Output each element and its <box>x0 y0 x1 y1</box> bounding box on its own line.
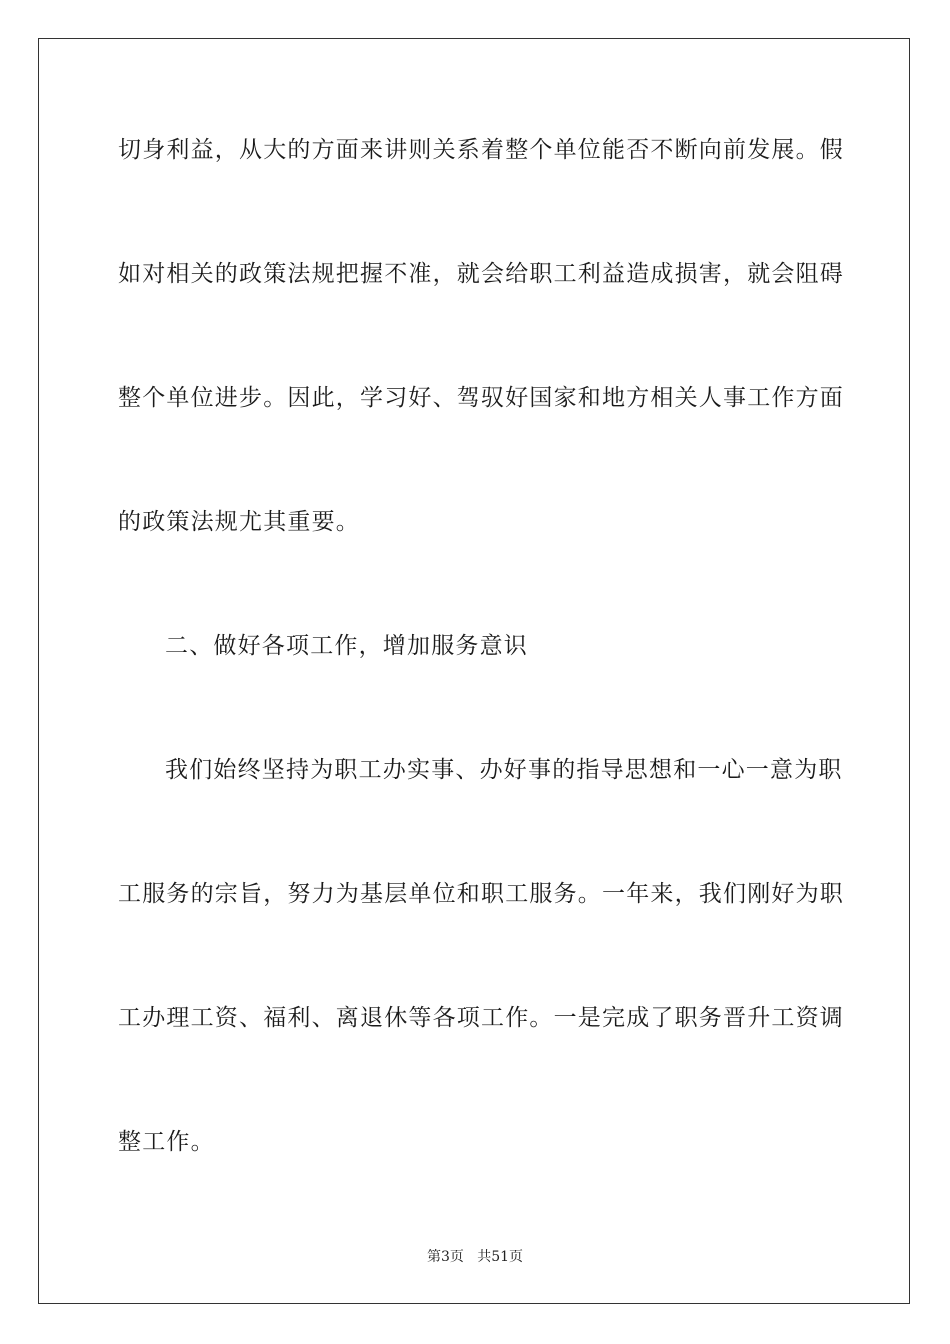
paragraph-line: 的政策法规尤其重要。 <box>118 509 360 535</box>
paragraph-line: 切身利益，从大的方面来讲则关系着整个单位能否不断向前发展。假 <box>118 137 844 163</box>
paragraph-line: 整个单位进步。因此，学习好、驾驭好国家和地方相关人事工作方面 <box>118 385 844 411</box>
paragraph-line: 我们始终坚持为职工办实事、办好事的指导思想和一心一意为职 <box>165 757 843 783</box>
section-heading: 二、做好各项工作，增加服务意识 <box>165 633 528 659</box>
paragraph-line: 整工作。 <box>118 1129 215 1155</box>
paragraph-line: 工办理工资、福利、离退休等各项工作。一是完成了职务晋升工资调 <box>118 1005 844 1031</box>
page-frame <box>38 38 910 1304</box>
page-footer: 第3页 共51页 <box>426 1249 524 1265</box>
paragraph-line: 如对相关的政策法规把握不准，就会给职工利益造成损害，就会阻碍 <box>118 261 844 287</box>
paragraph-line: 工服务的宗旨，努力为基层单位和职工服务。一年来，我们刚好为职 <box>118 881 844 907</box>
